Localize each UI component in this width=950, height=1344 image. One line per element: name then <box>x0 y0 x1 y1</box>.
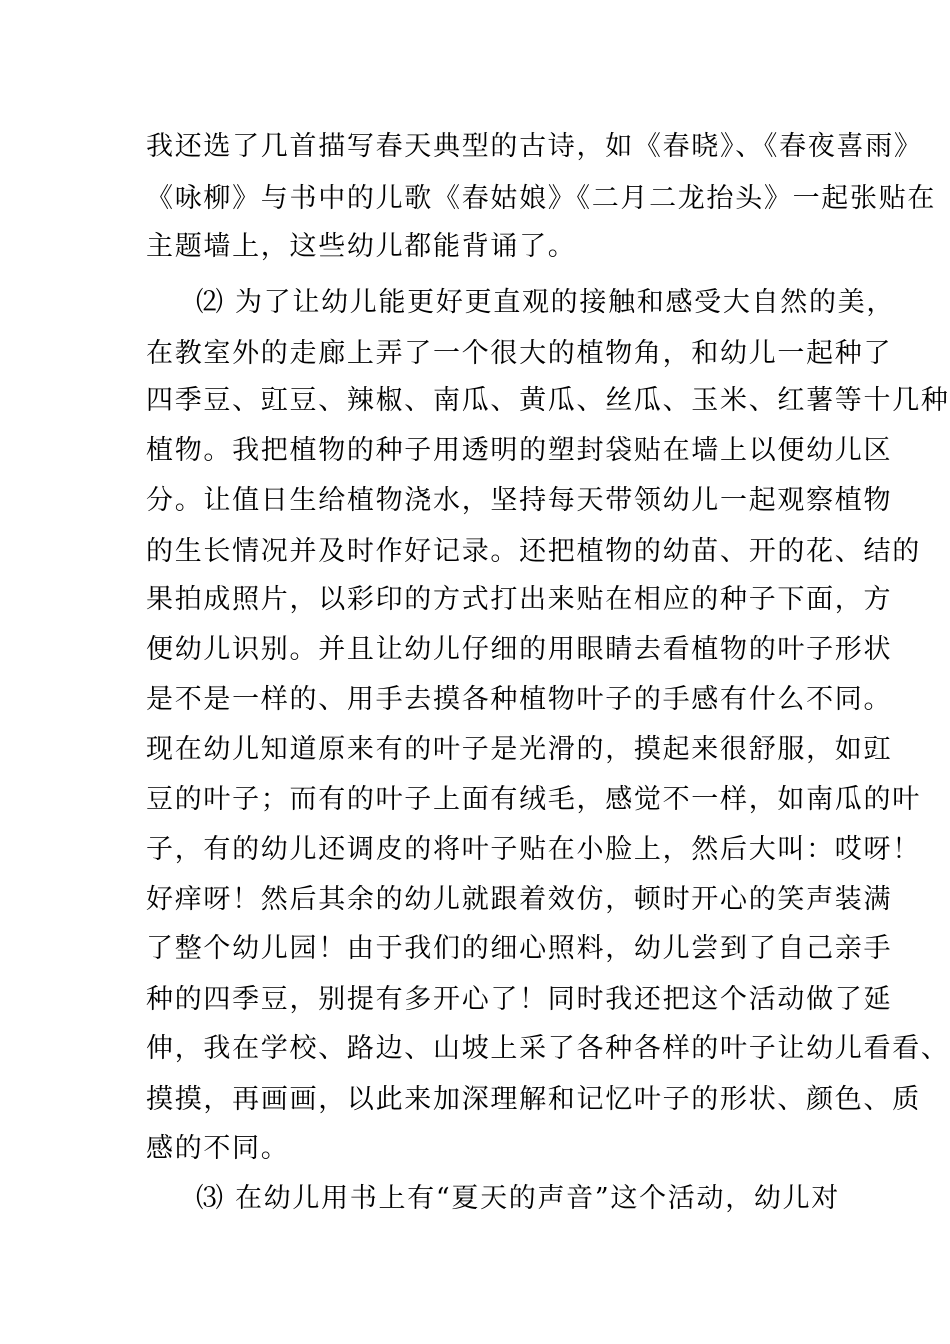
text-line: 便幼儿识别。并且让幼儿仔细的用眼睛去看植物的叶子形状 <box>146 634 893 665</box>
text-line: 了整个幼儿园！由于我们的细心照料，幼儿尝到了自己亲手 <box>146 933 893 964</box>
text-line: 现在幼儿知道原来有的叶子是光滑的，摸起来很舒服，如豇 <box>146 734 893 765</box>
text-line: 伸，我在学校、路边、山坡上采了各种各样的叶子让幼儿看看、 <box>146 1033 950 1064</box>
text-line: 种的四季豆，别提有多开心了！同时我还把这个活动做了延 <box>146 984 893 1015</box>
text-line: 豆的叶子；而有的叶子上面有绒毛，感觉不一样，如南瓜的叶 <box>146 784 921 815</box>
text-line: 分。让值日生给植物浇水，坚持每天带领幼儿一起观察植物 <box>146 485 893 516</box>
text-line: 《咏柳》与书中的儿歌《春姑娘》《二月二龙抬头》一起张贴在 <box>146 183 937 214</box>
text-line: 的生长情况并及时作好记录。还把植物的幼苗、开的花、结的 <box>146 536 921 567</box>
text-line: 好痒呀！然后其余的幼儿就跟着效仿，顿时开心的笑声装满 <box>146 884 893 915</box>
text-line: 主题墙上，这些幼儿都能背诵了。 <box>146 231 577 262</box>
text-line: 子，有的幼儿还调皮的将叶子贴在小脸上，然后大叫：哎呀！ <box>146 834 921 865</box>
text-line: 我还选了几首描写春天典型的古诗，如《春晓》、《春夜喜雨》 <box>146 131 923 162</box>
text-line: 果拍成照片，以彩印的方式打出来贴在相应的种子下面，方 <box>146 584 893 615</box>
text-line: 植物。我把植物的种子用透明的塑封袋贴在墙上以便幼儿区 <box>146 435 893 466</box>
paragraph-start-line: ⑵ 为了让幼儿能更好更直观的接触和感受大自然的美， <box>196 287 896 318</box>
text-line: 在教室外的走廊上弄了一个很大的植物角，和幼儿一起种了 <box>146 338 893 369</box>
text-line: 感的不同。 <box>146 1133 290 1164</box>
paragraph-start-line: ⑶ 在幼儿用书上有“夏天的声音”这个活动，幼儿对 <box>196 1183 840 1214</box>
text-line: 四季豆、豇豆、辣椒、南瓜、黄瓜、丝瓜、玉米、红薯等十几种 <box>146 385 950 416</box>
text-line: 摸摸，再画画，以此来加深理解和记忆叶子的形状、颜色、质 <box>146 1084 921 1115</box>
text-line: 是不是一样的、用手去摸各种植物叶子的手感有什么不同。 <box>146 684 893 715</box>
